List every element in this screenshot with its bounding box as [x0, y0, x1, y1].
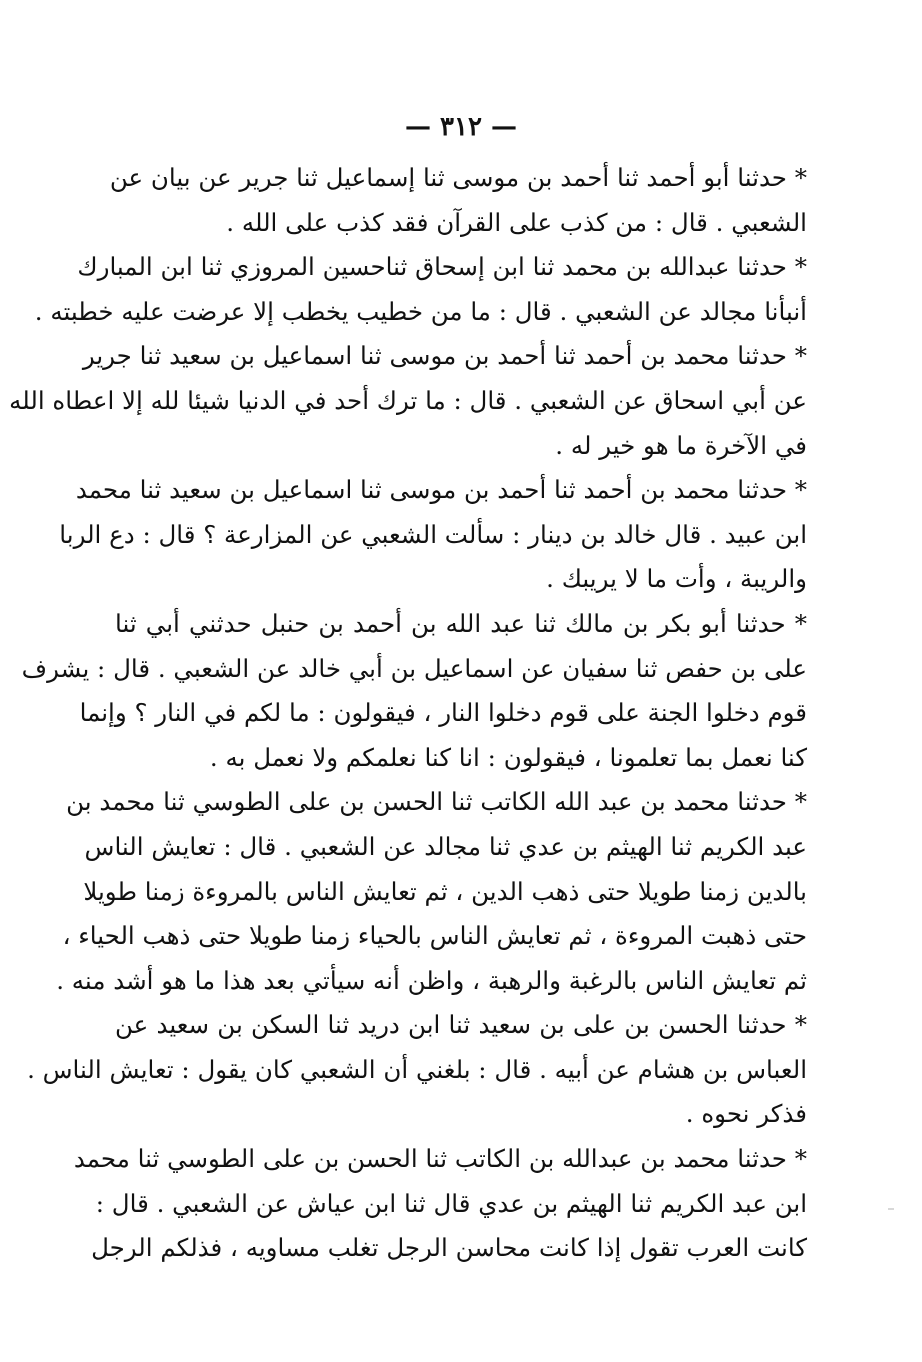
text-line: عن أبي اسحاق عن الشعبي . قال : ما ترك أحد في الدنيا شيئا لله إلا اعطاه الله: [9, 385, 807, 415]
text-line: * حدثنا محمد بن أحمد ثنا أحمد بن موسى ثنا اسماعيل بن سعيد ثنا جرير: [82, 341, 807, 371]
text-line: * حدثنا أبو بكر بن مالك ثنا عبد الله بن أحمد بن حنبل حدثني أبي ثنا: [115, 608, 807, 638]
text-line: * حدثنا الحسن بن على بن سعيد ثنا ابن دريد ثنا السكن بن سعيد عن: [115, 1010, 807, 1040]
text-line: ابن عبد الكريم ثنا الهيثم بن عدي قال ثنا ابن عياش عن الشعبي . قال :: [95, 1188, 807, 1218]
text-line: في الآخرة ما هو خير له .: [555, 430, 807, 460]
text-line: الشعبي . قال : من كذب على القرآن فقد كذب على الله .: [226, 207, 807, 237]
page-number: — ٣١٢ —: [404, 112, 518, 142]
text-line: قوم دخلوا الجنة على قوم دخلوا النار ، فيقولون : ما لكم في النار ؟ وإنما: [79, 698, 807, 728]
text-line: * حدثنا محمد بن أحمد ثنا أحمد بن موسى ثنا اسماعيل بن سعيد ثنا محمد: [75, 475, 807, 505]
page-body-text: [9, 156, 807, 1271]
text-line: * حدثنا محمد بن عبد الله الكاتب ثنا الحسن بن على الطوسي ثنا محمد بن: [66, 787, 807, 817]
text-line: فذكر نحوه .: [685, 1099, 807, 1129]
text-line: * حدثنا أبو أحمد ثنا أحمد بن موسى ثنا إسماعيل ثنا جرير عن بيان عن: [109, 163, 807, 192]
text-line: ثم تعايش الناس بالرغبة والرهبة ، واظن أنه سيأتي بعد هذا ما هو أشد منه .: [56, 965, 807, 995]
text-line: كنا نعمل بما تعلمونا ، فيقولون : انا كنا نعلمكم ولا نعمل به .: [209, 742, 807, 772]
text-line: * حدثنا محمد بن عبدالله بن الكاتب ثنا الحسن بن على الطوسي ثنا محمد: [73, 1144, 807, 1174]
text-line: حتى ذهبت المروءة ، ثم تعايش الناس بالحياء زمنا طويلا حتى ذهب الحياء ،: [62, 921, 807, 951]
text-line: والريبة ، وأت ما لا يريبك .: [546, 564, 807, 594]
text-line: كانت العرب تقول إذا كانت محاسن الرجل تغلب مساويه ، فذلكم الرجل: [91, 1233, 807, 1263]
scan-speck: [888, 1208, 894, 1210]
text-line: بالدين زمنا طويلا حتى ذهب الدين ، ثم تعايش الناس بالمروءة زمنا طويلا: [83, 876, 807, 906]
text-line: العباس بن هشام عن أبيه . قال : بلغني أن الشعبي كان يقول : تعايش الناس .: [27, 1054, 807, 1084]
text-line: * حدثنا عبدالله بن محمد ثنا ابن إسحاق ثناحسين المروزي ثنا ابن المبارك: [77, 252, 807, 282]
text-line: أنبأنا مجالد عن الشعبي . قال : ما من خطيب يخطب إلا عرضت عليه خطبته .: [34, 296, 807, 326]
text-line: على بن حفص ثنا سفيان عن اسماعيل بن أبي خالد عن الشعبي . قال : يشرف: [21, 653, 807, 683]
text-line: ابن عبيد . قال خالد بن دينار : سألت الشعبي عن المزارعة ؟ قال : دع الربا: [59, 519, 807, 549]
text-line: عبد الكريم ثنا الهيثم بن عدي ثنا مجالد عن الشعبي . قال : تعايش الناس: [84, 831, 807, 861]
